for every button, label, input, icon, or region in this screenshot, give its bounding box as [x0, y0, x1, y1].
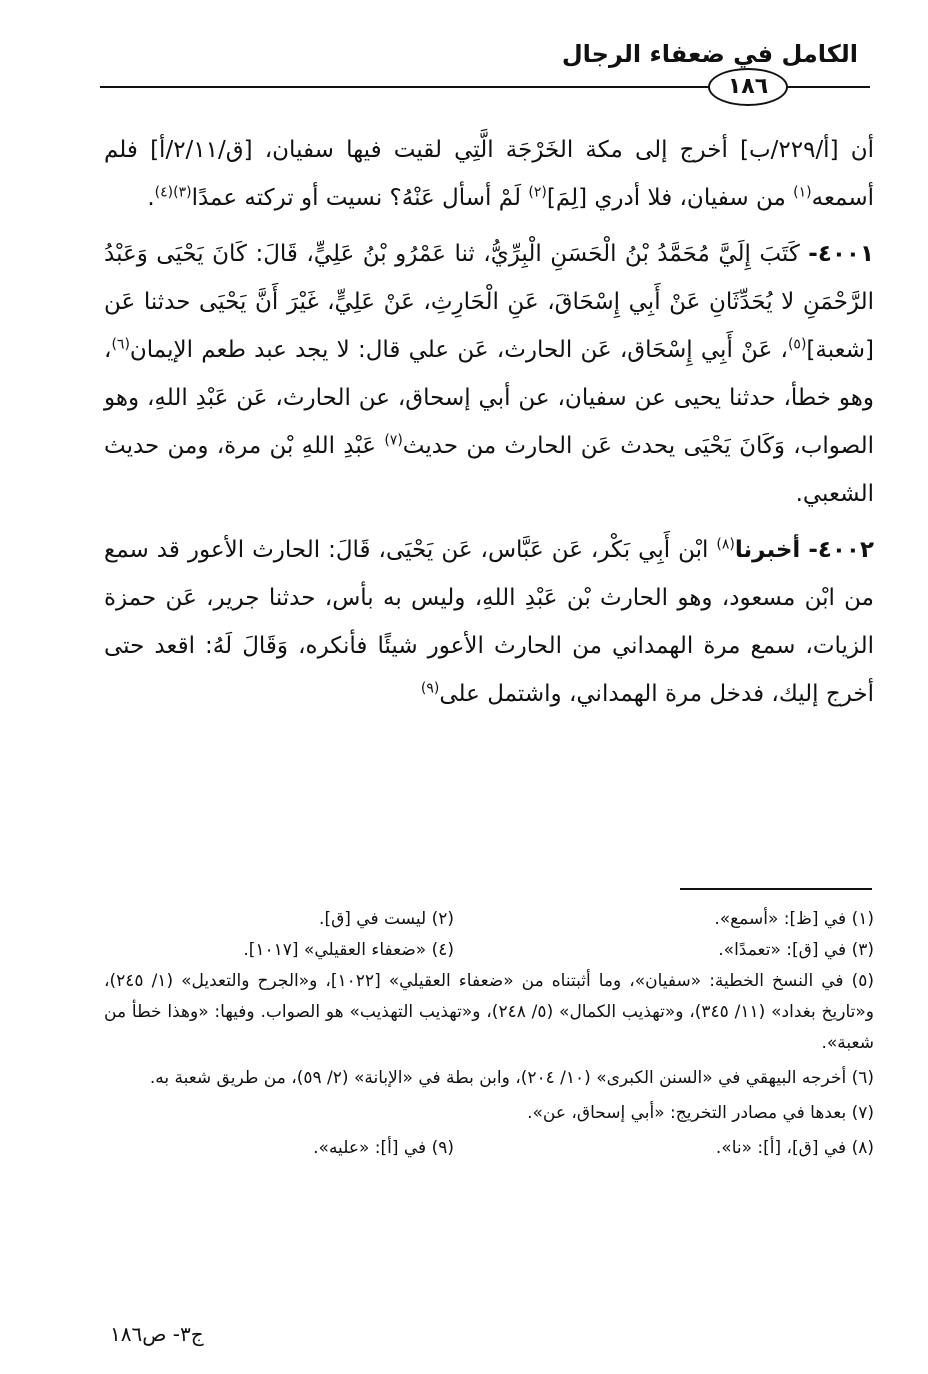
footnote-row [104, 1133, 874, 1164]
footnote-2: (٢) ليست في [ق]. [319, 909, 454, 929]
footnote-row [104, 935, 874, 966]
footnote-6: (٦) أخرجه البيهقي في «السنن الكبرى» (١٠/ ٢٠٤)، وابن بطة في «الإبانة» (٢/ ٥٩)، من طريق شعبة به. [149, 1068, 874, 1088]
text-segment: لَمْ أسأل عَنْهُ؟ نسيت أو تركته عمدًا [191, 185, 529, 211]
entry-4001 [104, 230, 874, 518]
footnote-9: (٩) في [أ]: «عليه». [313, 1138, 454, 1158]
footnote-4: (٤) «ضعفاء العقيلي» [١٠١٧]. [243, 940, 454, 960]
footnote-marker: (٢) [528, 184, 547, 201]
footnote-5: (٥) في النسخ الخطية: «سفيان»، وما أثبتناه من «ضعفاء العقيلي» [١٠٢٢]، و«الجرح والتعديل» (١/ ٢٤٥)، و«تاريخ بغداد» (١١/ ٣٤٥)، و«تهذيب الكمال» (٥/ ٢٤٨)، و«تهذيب التهذيب» هو الصواب. وفيها: «وهذا خطأ من شعبة». [104, 971, 874, 1053]
text-segment: ، عَنْ أَبِي إِسْحَاق، عَن الحارث، عَن علي قال: لا يجد عبد طعم الإيمان [129, 337, 788, 363]
running-title: الكامل في ضعفاء الرجال [561, 40, 858, 68]
text-segment: ، وهو خطأ، حدثنا يحيى عن سفيان، عن أبي إسحاق، عن الحارث، عَن عَبْدِ اللهِ، وهو الصواب، وَكَانَ يَحْيَى يحدث عَن الحارث من حديث [104, 337, 874, 459]
footnote-rule [680, 888, 872, 890]
text-segment: أن [أ/٢٢٩/ب] أخرج إلى مكة الخَرْجَة الَّتِي لقيت فيها سفيان، [ق/٢/١١/أ] فلم أسمعه [104, 137, 874, 211]
page-number-badge: ١٨٦ [708, 68, 788, 106]
text-segment: . [147, 185, 155, 211]
footnote-1: (١) في [ظ]: «أسمع». [714, 909, 874, 929]
footnote-row [104, 904, 874, 935]
footnote-marker: (٨) [716, 536, 735, 553]
main-text [104, 126, 874, 726]
footnote-marker: (٣)(٤) [154, 184, 192, 201]
footnote-marker: (٩) [420, 680, 440, 697]
volume-page-reference: ج٣- ص١٨٦ [110, 1322, 204, 1346]
entry-number: ٤٠٠٢- [808, 537, 875, 563]
footnote-3: (٣) في [ق]: «تعمدًا». [718, 940, 874, 960]
footnote-marker: (١) [793, 184, 812, 201]
text-segment: ابْن أَبِي بَكْر، عَن عَبَّاس، عَن يَحْيَى، قَالَ: الحارث الأعور قد سمع من ابْن مسعود، وهو الحارث بْن عَبْدِ اللهِ، وليس به بأس، حدثنا جرير، عَن حمزة الزيات، سمع مرة الهمداني من الحارث الأعور شيئًا فأنكره، وَقَالَ لَهُ: اقعد حتى أخرج إليك، فدخل مرة الهمداني، واشتمل على [104, 537, 874, 707]
narration-keyword: أخبرنا [734, 537, 801, 563]
footnote-7: (٧) بعدها في مصادر التخريج: «أبي إسحاق، عن». [527, 1103, 874, 1123]
paragraph-continuation [104, 126, 874, 222]
footnote-8: (٨) في [ق]، [أ]: «نا». [715, 1138, 874, 1158]
footnote-marker: (٧) [384, 432, 403, 449]
footnotes [104, 904, 874, 1164]
text-segment: من سفيان، فلا أدري [لِمَ] [546, 185, 794, 211]
footnote-marker: (٦) [111, 336, 130, 353]
footnote-marker: (٥) [787, 336, 807, 353]
text-segment: كَتَبَ إِلَيَّ مُحَمَّدُ بْنُ الْحَسَنِ الْبِرِّيُّ، ثنا عَمْرُو بْنُ عَلِيٍّ، قَالَ: كَانَ يَحْيَى وَعَبْدُ الرَّحْمَنِ لا يُحَدِّثَانِ عَنْ أَبِي إِسْحَاقَ، عَنِ الْحَارِثِ، عَنْ عَلِيٍّ، غَيْرَ أَنَّ يَحْيَى حدثنا عَن [شعبة] [104, 241, 874, 363]
entry-4002 [104, 526, 874, 718]
entry-number: ٤٠٠١- [808, 241, 874, 267]
text-segment: عَبْدِ اللهِ بْن مرة، ومن حديث الشعبي. [104, 433, 874, 507]
